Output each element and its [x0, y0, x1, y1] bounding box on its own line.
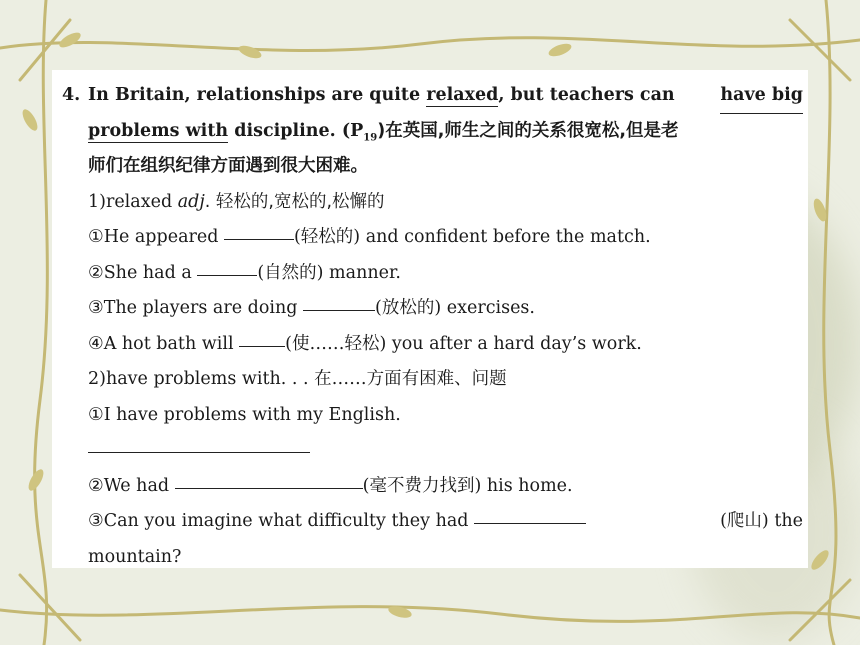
underlined-phrase: problems with: [88, 120, 229, 141]
question-line: ②We had (毫不费力找到) his home.: [88, 475, 573, 496]
underlined-phrase: have big: [720, 78, 803, 114]
item-number: 4.: [62, 85, 81, 105]
sentence-text: In Britain, relationships are quite: [88, 85, 427, 105]
answer-blank[interactable]: [175, 487, 363, 489]
answer-blank[interactable]: [88, 451, 310, 453]
answer-blank[interactable]: [303, 309, 375, 311]
question-line: ③Can you imagine what difficulty they had (爬山) the: [88, 511, 803, 531]
sentence-line-3: 师们在组织纪律方面遇到很大困难。: [88, 156, 368, 176]
sentence-text: , but teachers can: [498, 85, 675, 105]
question-line: ②She had a (自然的) manner.: [88, 262, 401, 283]
question-line: ①He appeared (轻松的) and confident before the match.: [88, 227, 651, 247]
exercise-content: [62, 78, 803, 575]
section-heading: 2)have problems with. . . 在……方面有困难、问题: [88, 369, 507, 389]
part-of-speech: adj: [177, 191, 205, 212]
question-line: ④A hot bath will (使……轻松) you after a hard day’s work.: [88, 333, 642, 354]
question-line: ③The players are doing (放松的) exercises.: [88, 298, 535, 318]
sentence-line-1: [62, 78, 803, 114]
sentence-text: discipline. (P: [228, 120, 364, 141]
answer-blank[interactable]: [474, 522, 586, 524]
sentence-translation: )在英国,师生之间的关系很宽松,但是老: [377, 120, 679, 141]
sentence-line-2: [88, 114, 803, 150]
question-line-continued: mountain?: [88, 546, 182, 567]
section-heading: 1)relaxed adj. 轻松的,宽松的,松懈的: [88, 191, 385, 212]
question-line: ①I have problems with my English.: [88, 404, 401, 425]
answer-blank[interactable]: [239, 345, 285, 347]
underlined-phrase: relaxed: [426, 85, 499, 105]
answer-line: [88, 433, 803, 469]
answer-blank[interactable]: [224, 238, 294, 240]
page-reference: 19: [363, 132, 378, 143]
answer-blank[interactable]: [197, 274, 257, 276]
